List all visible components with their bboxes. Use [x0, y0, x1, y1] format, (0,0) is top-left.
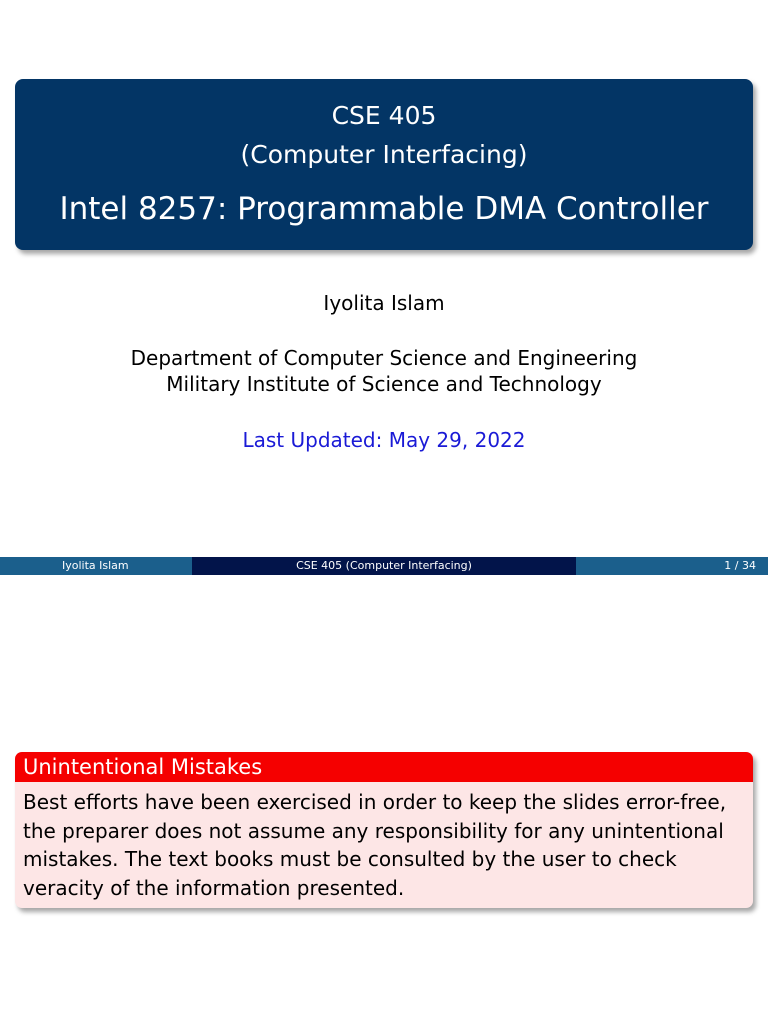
course-code: CSE 405	[331, 101, 437, 130]
course-name: (Computer Interfacing)	[240, 140, 528, 169]
department-name: Department of Computer Science and Engineering	[130, 346, 638, 370]
footer-author: Iyolita Islam	[0, 557, 192, 575]
last-updated: Last Updated: May 29, 2022	[242, 428, 526, 452]
institute-name: Military Institute of Science and Technology	[166, 372, 602, 396]
title-block	[15, 79, 753, 250]
author-name: Iyolita Islam	[323, 291, 445, 315]
alert-title: Unintentional Mistakes	[15, 752, 753, 782]
alert-text: Best efforts have been exercised in order to keep the slides error-free, the preparer does not assume any responsibility for any unintentional mistakes. The text books must be consulted by the user to check veracity of the information presented.	[23, 790, 727, 900]
slide-title: Intel 8257: Programmable DMA Controller	[59, 191, 709, 227]
footer-page-number: 1 / 34	[576, 557, 768, 575]
footer-course: CSE 405 (Computer Interfacing)	[192, 557, 576, 575]
slide-footer	[0, 557, 768, 575]
alert-block	[15, 752, 753, 908]
